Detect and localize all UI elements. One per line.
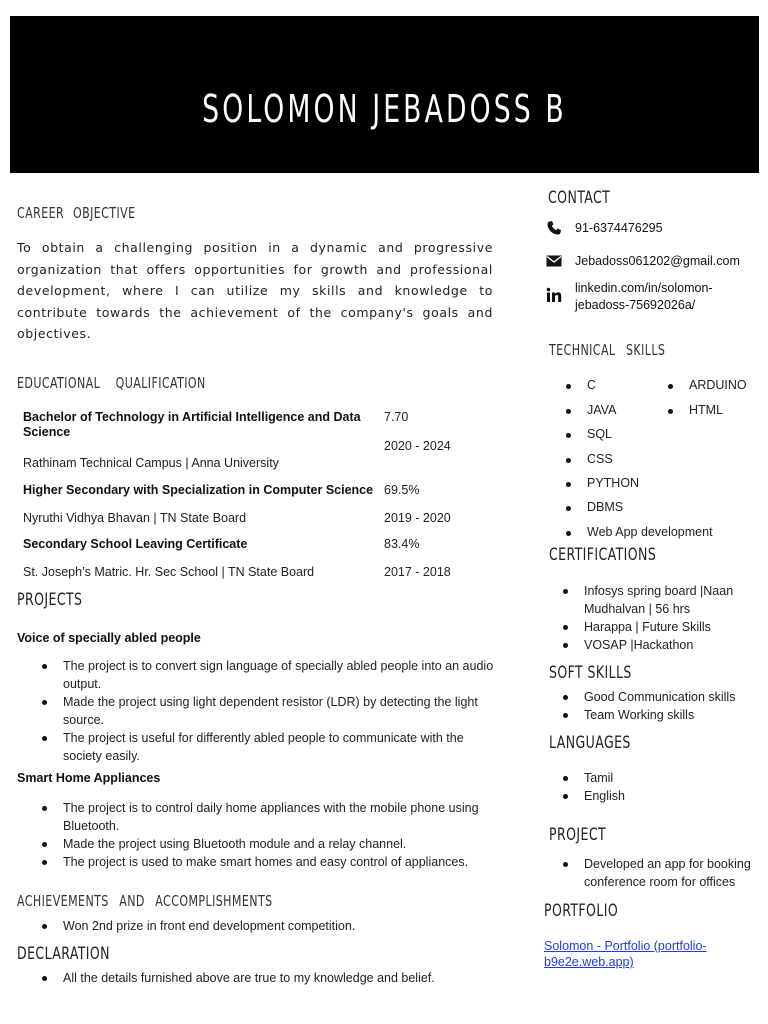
skill-item: HTML	[689, 403, 724, 417]
certifications-heading: CERTIFICATIONS	[549, 545, 657, 565]
languages-points	[584, 769, 759, 805]
skill-item: CSS	[587, 452, 613, 466]
list-item: The project is to convert sign language of specially abled people into an audio output.	[63, 657, 503, 693]
certifications-points	[584, 582, 759, 654]
skill-item: ARDUINO	[689, 378, 747, 392]
achievements-heading: ACHIEVEMENTS AND ACCOMPLISHMENTS	[17, 892, 273, 910]
project-title-2: Smart Home Appliances	[17, 771, 161, 785]
portfolio-link[interactable]: Solomon - Portfolio (portfolio-b9e2e.web.app)	[544, 939, 707, 969]
phone-icon	[546, 220, 562, 236]
projects-heading: PROJECTS	[17, 590, 83, 610]
education-score-2: 69.5%	[384, 483, 420, 497]
education-years-2: 2019 - 2020	[384, 511, 451, 525]
project-1-points	[63, 657, 503, 765]
soft-skills-heading: SOFT SKILLS	[549, 663, 632, 683]
education-heading: EDUCATIONAL QUALIFICATION	[17, 374, 206, 392]
project-side-points	[584, 855, 764, 891]
list-item: The project is to control daily home appliances with the mobile phone using Bluetooth.	[63, 799, 503, 835]
languages-heading: LANGUAGES	[549, 733, 631, 753]
skill-item: JAVA	[587, 403, 617, 417]
education-years-3: 2017 - 2018	[384, 565, 451, 579]
education-score-1: 7.70	[384, 410, 409, 424]
skill-item: SQL	[587, 427, 613, 441]
email-icon	[546, 253, 562, 269]
declaration-points	[63, 969, 503, 987]
skill-item: C	[587, 378, 597, 392]
list-item: All the details furnished above are true to my knowledge and belief.	[63, 969, 503, 987]
list-item: Made the project using light dependent resistor (LDR) by detecting the light source.	[63, 693, 503, 729]
list-item: Team Working skills	[584, 706, 759, 724]
list-item: Infosys spring board |Naan Mudhalvan | 56 hrs	[584, 582, 759, 618]
list-item: The project is useful for differently abled people to communicate with the society easily.	[63, 729, 503, 765]
education-degree-2: Higher Secondary with Specialization in Computer Science	[23, 483, 374, 497]
career-objective-heading: CAREER OBJECTIVE	[17, 204, 136, 222]
list-item: Made the project using Bluetooth module and a relay channel.	[63, 835, 503, 853]
education-degree-1: Bachelor of Technology in Artificial Intelligence and Data Science	[23, 410, 361, 439]
list-item: Developed an app for booking conference room for offices	[584, 855, 764, 891]
education-degree-3: Secondary School Leaving Certificate	[23, 537, 248, 551]
achievements-points	[63, 917, 503, 935]
contact-linkedin[interactable]: linkedin.com/in/solomon-jebadoss-75692026a/	[575, 281, 713, 312]
list-item: English	[584, 787, 759, 805]
education-institution-2: Nyruthi Vidhya Bhavan | TN State Board	[23, 511, 247, 525]
skill-item: DBMS	[587, 500, 624, 514]
education-score-3: 83.4%	[384, 537, 420, 551]
header-banner	[10, 16, 759, 173]
contact-phone[interactable]: 91-6374476295	[575, 221, 663, 235]
career-objective-text: To obtain a challenging position in a dynamic and progressive organization that offers opportunities for growth and professional development, where I can utilize my skills and knowledge to contribute towards the achievement of the company's goals and objectives.	[17, 240, 493, 341]
portfolio-heading: PORTFOLIO	[544, 901, 619, 921]
technical-skills-heading: TECHNICAL SKILLS	[549, 341, 666, 359]
project-title-1: Voice of specially abled people	[17, 631, 201, 645]
list-item: The project is used to make smart homes and easy control of appliances.	[63, 853, 503, 871]
declaration-heading: DECLARATION	[17, 944, 110, 964]
list-item: Tamil	[584, 769, 759, 787]
project-side-heading: PROJECT	[549, 825, 607, 845]
list-item: Good Communication skills	[584, 688, 759, 706]
list-item: Harappa | Future Skills	[584, 618, 759, 636]
skill-item: Web App development	[587, 525, 713, 539]
education-years-1: 2020 - 2024	[384, 439, 451, 453]
education-institution-3: St. Joseph’s Matric. Hr. Sec School | TN State Board	[23, 565, 315, 579]
list-item: VOSAP |Hackathon	[584, 636, 759, 654]
contact-heading: CONTACT	[548, 188, 611, 208]
education-institution-1: Rathinam Technical Campus | Anna University	[23, 456, 279, 470]
linkedin-icon	[546, 287, 562, 303]
list-item: Won 2nd prize in front end development competition.	[63, 917, 503, 935]
soft-skills-points	[584, 688, 759, 724]
contact-email[interactable]: Jebadoss061202@gmail.com	[575, 254, 740, 268]
project-2-points	[63, 799, 503, 871]
skill-item: PYTHON	[587, 476, 640, 490]
candidate-name: SOLOMON JEBADOSS B	[202, 87, 567, 131]
